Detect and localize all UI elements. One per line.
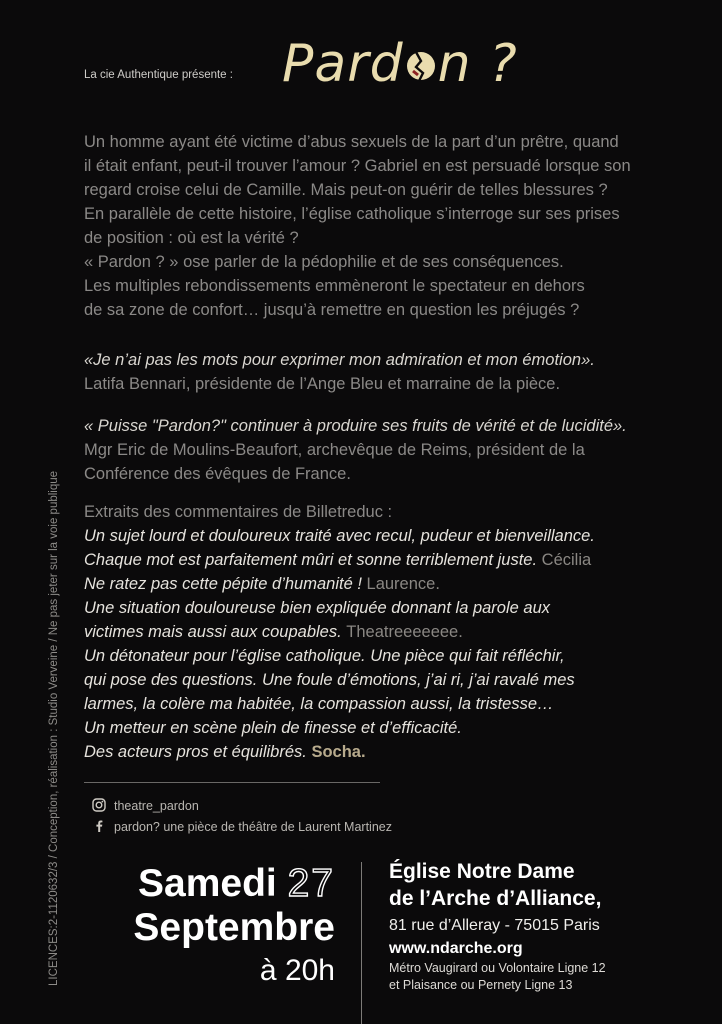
broken-heart-icon: [404, 36, 438, 70]
vertical-divider: [361, 862, 362, 1024]
review-line: [84, 668, 664, 692]
synopsis-line: Les multiples rebondissements emmèneront le spectateur en dehors: [84, 277, 585, 295]
testimonial-quote: «Je n’ai pas les mots pour exprimer mon admiration et mon émotion».: [84, 351, 595, 369]
event-time: à 20h: [259, 954, 335, 987]
review-line: [84, 644, 664, 668]
review-line: [84, 740, 664, 764]
synopsis-line: de position : où est la vérité ?: [84, 229, 299, 247]
venue-name-line: de l’Arche d’Alliance,: [389, 887, 602, 910]
synopsis-line: « Pardon ? » ose parler de la pédophilie et de ses conséquences.: [84, 253, 564, 271]
synopsis-line: regard croise celui de Camille. Mais peut-on guérir de telles blessures ?: [84, 181, 608, 199]
venue-metro-line: et Plaisance ou Pernety Ligne 13: [389, 978, 573, 992]
review-text: qui pose des questions. Une foule d’émotions, j’ai ri, j’ai ravalé mes: [84, 671, 575, 689]
reviews-heading: Extraits des commentaires de Billetreduc :: [84, 503, 393, 521]
event-day-line: [133, 862, 335, 906]
review-text: larmes, la colère ma habitée, la compassion aussi, la tristesse…: [84, 695, 554, 713]
presenter-line: La cie Authentique présente :: [84, 69, 233, 81]
review-text: victimes mais aussi aux coupables.: [84, 623, 342, 641]
review-text: Un détonateur pour l’église catholique. Une pièce qui fait réfléchir,: [84, 647, 565, 665]
review-line: [84, 548, 664, 572]
event-day: Samedi: [138, 862, 277, 905]
testimonial-quote: « Puisse "Pardon?" continuer à produire ses fruits de vérité et de lucidité».: [84, 417, 627, 435]
review-text: Des acteurs pros et équilibrés.: [84, 743, 307, 761]
review-line: [84, 692, 664, 716]
review-line: [84, 716, 664, 740]
testimonial-author: Conférence des évêques de France.: [84, 465, 351, 483]
instagram-link[interactable]: [92, 798, 199, 813]
venue-metro-line: Métro Vaugirard ou Volontaire Ligne 12: [389, 961, 606, 975]
synopsis-line: En parallèle de cette histoire, l’église catholique s’interroge sur ses prises: [84, 205, 620, 223]
testimonial-author: Latifa Bennari, présidente de l’Ange Bleu et marraine de la pièce.: [84, 375, 561, 393]
synopsis: [84, 130, 654, 322]
facebook-icon: [92, 819, 106, 833]
logo-text-start: Pard: [282, 34, 404, 94]
show-logo: [282, 34, 518, 94]
event-month: Septembre: [133, 906, 335, 949]
section-divider: [84, 782, 380, 783]
review-text: Ne ratez pas cette pépite d’humanité !: [84, 575, 362, 593]
synopsis-line: Un homme ayant été victime d’abus sexuels de la part d’un prêtre, quand: [84, 133, 619, 151]
review-text: Chaque mot est parfaitement mûri et sonne terriblement juste.: [84, 551, 538, 569]
facebook-text: pardon? une pièce de théâtre de Laurent Martinez: [114, 820, 392, 834]
event-day-number: 27: [287, 862, 335, 905]
testimonial-author: Mgr Eric de Moulins-Beaufort, archevêque de Reims, président de la: [84, 441, 585, 459]
reviews-section: [84, 500, 664, 764]
legal-notice: LICENCES:2-1120632/3 / Conception, réalisation : Studio Verveine / Ne pas jeter sur la voie publique: [48, 470, 60, 986]
review-text: Un sujet lourd et douloureux traité avec recul, pudeur et bienveillance.: [84, 527, 595, 545]
instagram-icon: [92, 798, 106, 812]
facebook-link[interactable]: [92, 819, 392, 834]
review-author: Theatreeeeeee.: [346, 623, 463, 641]
testimonial-bennari: [84, 348, 664, 396]
venue-website[interactable]: www.ndarche.org: [389, 940, 523, 957]
review-line: [84, 572, 664, 596]
review-author: Cécilia: [541, 551, 592, 569]
review-line: [84, 596, 664, 620]
review-text: Une situation douloureuse bien expliquée donnant la parole aux: [84, 599, 551, 617]
review-author: Laurence.: [366, 575, 440, 593]
review-author: Socha.: [311, 743, 366, 761]
venue-name-line: Église Notre Dame: [389, 860, 575, 883]
review-text: Un metteur en scène plein de finesse et d’efficacité.: [84, 719, 462, 737]
review-line: [84, 524, 664, 548]
instagram-handle: theatre_pardon: [114, 799, 199, 813]
event-date: [133, 862, 335, 990]
logo-text-end: n ?: [437, 34, 518, 94]
review-line: [84, 620, 664, 644]
venue-address: 81 rue d’Alleray - 75015 Paris: [389, 917, 600, 934]
venue-block: [389, 858, 606, 994]
synopsis-line: de sa zone de confort… jusqu’à remettre en question les préjugés ?: [84, 301, 580, 319]
synopsis-line: il était enfant, peut-il trouver l’amour ? Gabriel en est persuadé lorsque son: [84, 157, 631, 175]
testimonial-moulins-beaufort: [84, 414, 664, 486]
